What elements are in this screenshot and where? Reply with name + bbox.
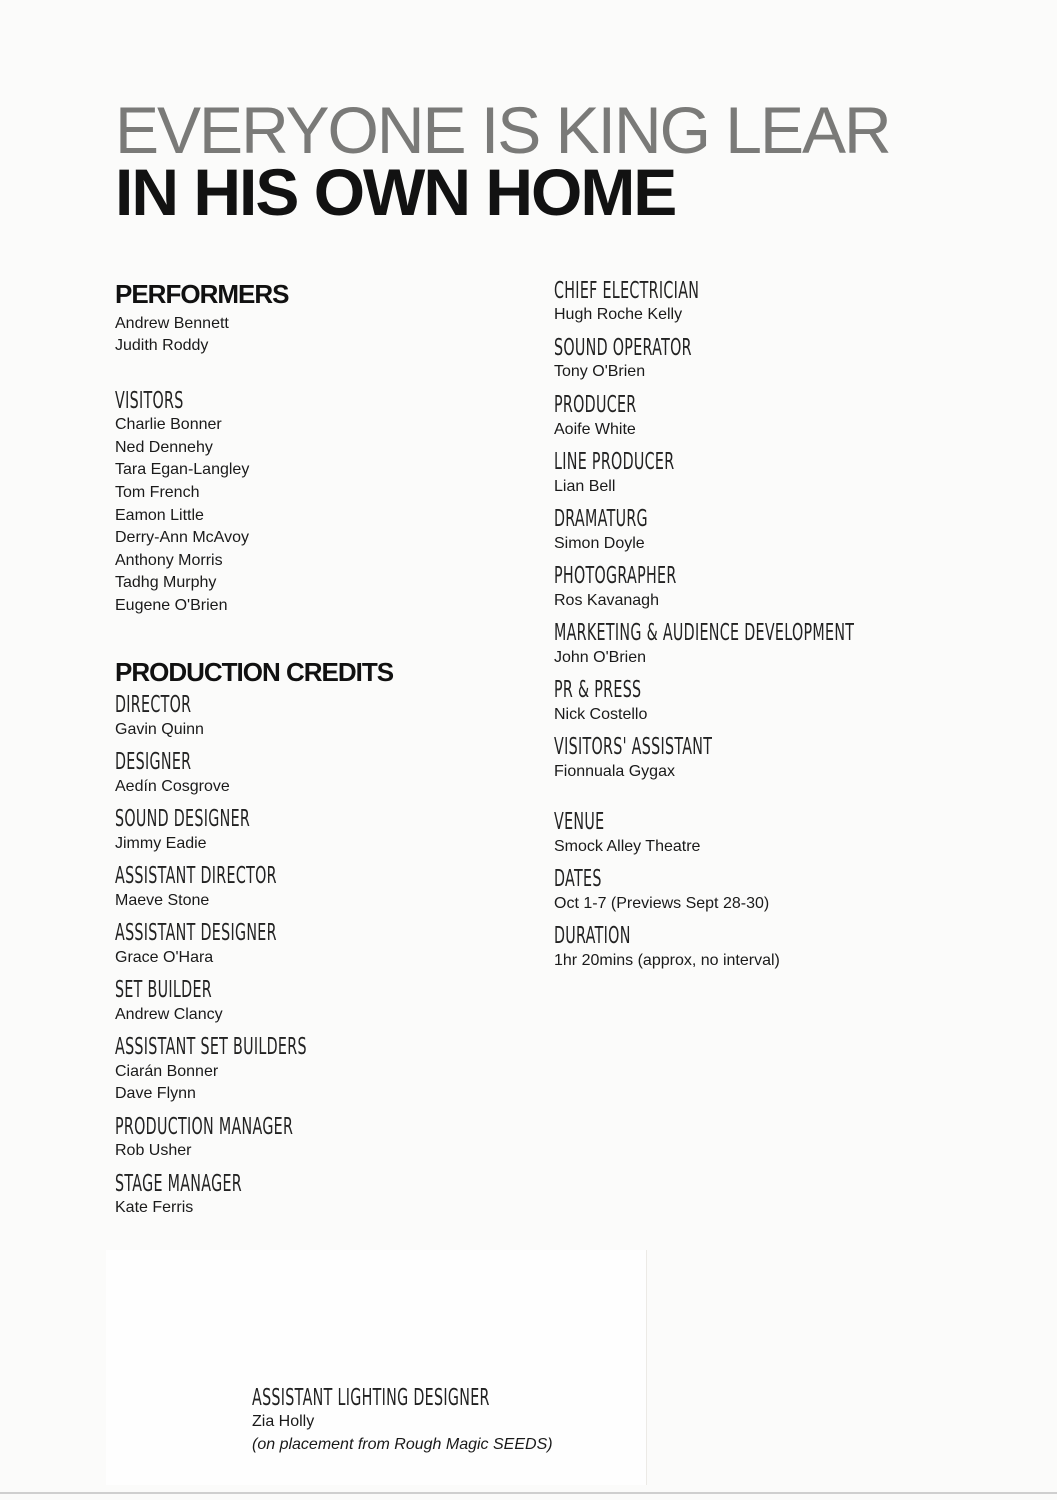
credit-name: Gavin Quinn [115,720,204,738]
credit-name: Aedín Cosgrove [115,777,230,795]
credit-group [554,620,1014,669]
performers-heading: PERFORMERS [115,279,289,309]
credit-name: Andrew Clancy [115,1005,223,1023]
credit-group [115,1114,515,1163]
credit-group [115,806,515,855]
credit-name: Ciarán Bonner [115,1062,219,1080]
credit-role: LINE PRODUCER [554,449,675,476]
credit-role: PRODUCER [554,392,637,419]
page-edge-line [0,1492,1057,1494]
credit-group [554,734,1014,783]
credit-group [554,392,1014,441]
visitors-list [115,414,515,617]
performers-list [115,313,515,358]
performer-name: Judith Roddy [115,337,209,355]
credit-role: SOUND DESIGNER [115,806,251,833]
credit-group [554,563,1014,612]
production-credits-heading: PRODUCTION CREDITS [115,656,394,687]
duration-label: DURATION [554,923,631,950]
right-column [554,278,1014,980]
visitor-name: Eamon Little [115,506,204,524]
credit-role: ASSISTANT DESIGNER [115,920,277,947]
credit-role: PR & PRESS [554,677,642,704]
credit-role: SET BUILDER [115,977,212,1004]
credit-name: Hugh Roche Kelly [554,306,683,324]
credit-name: John O'Brien [554,648,646,666]
venue-label: VENUE [554,809,605,836]
credit-name: Rob Usher [115,1142,192,1160]
credit-name: Aoife White [554,420,636,438]
credit-role: STAGE MANAGER [115,1171,242,1197]
credit-name: Tony O'Brien [554,363,646,381]
visitor-name: Derry-Ann McAvoy [115,529,249,547]
visitor-name: Tara Egan-Langley [115,461,250,479]
duration-value: 1hr 20mins (approx, no interval) [554,951,780,969]
venue-value: Smock Alley Theatre [554,837,701,855]
visitor-name: Charlie Bonner [115,416,222,434]
placement-role: ASSISTANT LIGHTING DESIGNER [252,1385,490,1411]
credit-group [554,677,1014,726]
visitor-name: Tadhg Murphy [115,574,217,592]
page-title [115,93,890,229]
credit-group [115,977,515,1026]
dates-value: Oct 1-7 (Previews Sept 28-30) [554,894,770,912]
visitors-heading: VISITORS [115,387,184,414]
credit-group [554,449,1014,498]
credit-group [554,506,1014,555]
credit-name: Dave Flynn [115,1085,196,1103]
credit-group [554,278,1014,327]
duration-group [554,923,1014,972]
credit-role: ASSISTANT SET BUILDERS [115,1034,307,1061]
credit-name: Ros Kavanagh [554,591,659,609]
placement-note: (on placement from Rough Magic SEEDS) [252,1436,553,1454]
credit-role: SOUND OPERATOR [554,335,692,362]
venue-group [554,809,1014,858]
visitor-name: Tom French [115,484,200,501]
credit-name: Grace O'Hara [115,948,214,966]
placement-credit [252,1385,635,1456]
credit-group [554,335,1014,384]
performer-name: Andrew Bennett [115,314,229,332]
visitor-name: Anthony Morris [115,551,223,569]
left-column [115,280,515,1228]
credit-group [115,863,515,912]
credit-name: Maeve Stone [115,891,210,909]
credit-role: PRODUCTION MANAGER [115,1113,294,1140]
credit-group [115,920,515,969]
title-line-2: IN HIS OWN HOME [115,155,676,229]
dates-label: DATES [554,866,602,893]
visitor-name: Ned Dennehy [115,438,213,456]
credit-group [115,692,515,741]
credit-role: DIRECTOR [115,692,192,719]
credit-name: Kate Ferris [115,1199,194,1217]
visitor-name: Eugene O'Brien [115,596,228,614]
credit-name: Fionnuala Gygax [554,762,675,780]
placement-name: Zia Holly [252,1413,315,1431]
credit-name: Lian Bell [554,477,616,495]
credit-role: VISITORS' ASSISTANT [554,734,713,761]
credit-group [115,749,515,798]
dates-group [554,866,1014,915]
credit-group [115,1034,515,1106]
credit-role: ASSISTANT DIRECTOR [115,863,277,890]
credit-role: DRAMATURG [554,506,648,533]
title-line-1: EVERYONE IS KING LEAR [115,93,890,167]
credit-name: Jimmy Eadie [115,834,207,852]
credit-role: MARKETING & AUDIENCE DEVELOPMENT [554,620,855,647]
credit-role: CHIEF ELECTRICIAN [554,278,700,304]
credit-name: Simon Doyle [554,534,645,552]
credit-role: DESIGNER [115,749,192,776]
credit-name: Nick Costello [554,705,648,723]
credit-group [115,1171,515,1220]
credit-role: PHOTOGRAPHER [554,563,677,590]
